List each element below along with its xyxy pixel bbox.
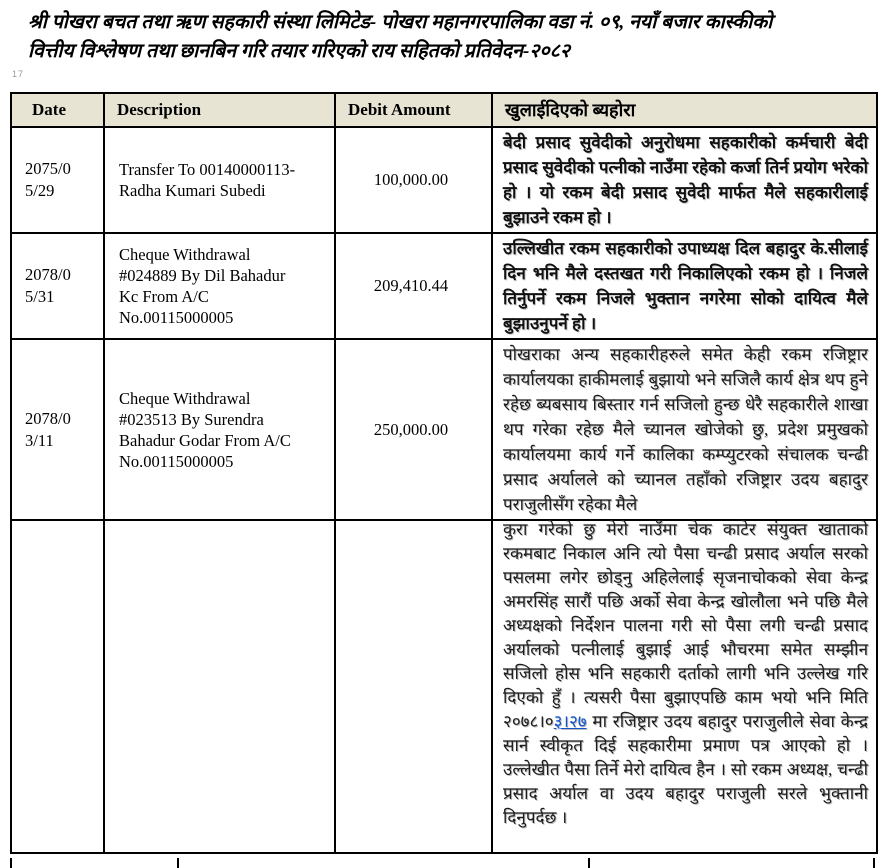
debit-amount-cell: 100,000.00	[335, 127, 492, 233]
transactions-table	[10, 92, 878, 521]
description-cell: Cheque Withdrawal #024889 By Dil Bahadur Kc From A/C No.00115000005	[104, 233, 335, 339]
report-title-line1: श्री पोखरा बचत तथा ऋण सहकारी संस्था लिमिटेड- पोखरा महानगरपालिका वडा नं. ०९, नयाँ बजार कास्कीको	[28, 12, 773, 33]
column-header-debit-amount: Debit Amount	[335, 93, 492, 127]
table-row-continuation	[11, 515, 877, 853]
report-title-line2: वित्तीय विश्लेषण तथा छानबिन गरि तयार गरिएको राय सहितको प्रतिवेदन-२०८२	[28, 41, 570, 62]
debit-amount-cell: 209,410.44	[335, 233, 492, 339]
transactions-table-continuation	[10, 515, 878, 854]
table-header-row	[11, 93, 877, 127]
date-cell-empty	[11, 515, 104, 853]
details-text-part1: कुरा गरेको छु मेरो नाउँमा चेक काटेर संयुक्त खाताको रकमबाट निकाल अनि त्यो पैसा चन्ढी प्रसाद अर्याल सरको पसलमा लगेर छोड्नु अहिलेलाई सृजनाचोकको सेवा केन्द्र अमरसिंह सारौं पछि अर्को सेवा केन्द्र खोलौला भने पछि मैले अध्यक्षको निर्देशन पालना गरी सो पैसा लगी चन्ढी प्रसाद अर्यालको पत्नीलाई बुझाई आई भौचरमा समेत सम्झीन सजिलो होस भनि सहकारी दर्ताको लागी भनि उल्लेख गरि दिएको हुँ । त्यसरी पैसा बुझाएपछि काम भयो भनि मिति २०७८।०	[503, 520, 868, 731]
table-row	[11, 233, 877, 339]
column-header-details: खुलाईदिएको ब्यहोरा	[492, 93, 877, 127]
date-cell: 2075/05/29	[11, 127, 104, 233]
table-row	[11, 339, 877, 520]
details-text-part2: मा रजिष्ट्रार उदय बहादुर पराजुलीले सेवा केन्द्र सार्न स्वीकृत दिई सहकारीमा प्रमाण पत्र आएको हो । उल्लेखीत पैसा तिर्ने मेरो दायित्व हैन । सो रकम अध्यक्ष, चन्ढी प्रसाद अर्याल वा उदय बहादुर पराजुली सरले भुक्तानी दिनुपर्दछ ।	[503, 712, 868, 827]
next-table-border-fragment	[873, 858, 875, 868]
highlighted-date-link[interactable]: ३।२७	[553, 712, 587, 731]
description-cell: Cheque Withdrawal #023513 By Surendra Bahadur Godar From A/C No.00115000005	[104, 339, 335, 520]
details-cell: उल्लिखीत रकम सहकारीको उपाध्यक्ष दिल बहादुर के.सीलाई दिन भनि मैले दस्तखत गरी निकालिएको रकम हो । निजले तिर्नुपर्ने रकम निजले भुक्तान नगरेमा सोको दायित्व मैले बुझाउनुपर्ने हो ।	[492, 233, 877, 339]
column-header-date: Date	[11, 93, 104, 127]
next-table-border-fragment	[588, 858, 590, 868]
description-cell-empty	[104, 515, 335, 853]
details-cell-continuation	[492, 515, 877, 853]
date-cell: 2078/05/31	[11, 233, 104, 339]
details-cell: बेदी प्रसाद सुवेदीको अनुरोधमा सहकारीको कर्मचारी बेदी प्रसाद सुवेदीको पत्नीको नाउँमा रहेको कर्जा तिर्न प्रयोग भरेको हो । यो रकम बेदी प्रसाद सुवेदी मार्फत मैले सहकारीलाई बुझाउने रकम हो ।	[492, 127, 877, 233]
table-row	[11, 127, 877, 233]
debit-amount-cell: 250,000.00	[335, 339, 492, 520]
next-table-border-fragment	[177, 858, 179, 868]
debit-amount-cell-empty	[335, 515, 492, 853]
description-cell: Transfer To 00140000113-Radha Kumari Subedi	[104, 127, 335, 233]
column-header-description: Description	[104, 93, 335, 127]
details-cell: पोखराका अन्य सहकारीहरुले समेत केही रकम रजिष्ट्रार कार्यालयका हाकीमलाई बुझायो भने सजिलै कार्य क्षेत्र थप हुने रहेछ ब्यबसाय बिस्तार गर्न सजिलो हुन्छ धेरै सहकारीले शाखा थप गरेका रहेछ मैले च्यानल खोजेको छु, प्रदेश प्रमुखको कार्यालयमा कार्य गर्ने कालिका कम्प्युटरको संचालक चन्ढी प्रसाद अर्यालले को च्यानल तहाँको रजिष्ट्रार उदय बहादुर पराजुलीसँग रहेका मैले	[492, 339, 877, 520]
next-table-border-fragment	[10, 858, 12, 868]
page-number-mark: 17	[12, 69, 25, 79]
date-cell: 2078/03/11	[11, 339, 104, 520]
report-title	[28, 8, 864, 66]
